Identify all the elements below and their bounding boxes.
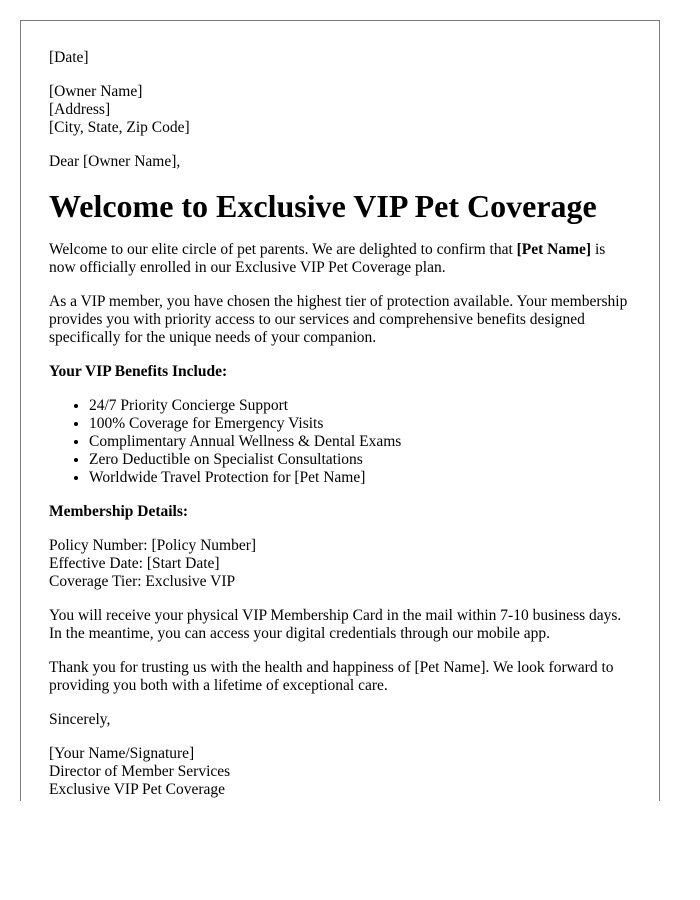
letter-page (20, 20, 660, 801)
details-heading: Membership Details: (49, 503, 189, 520)
coverage-tier: Coverage Tier: Exclusive VIP (49, 573, 236, 590)
city-state-zip: [City, State, Zip Code] (49, 119, 190, 136)
list-item: • Worldwide Travel Protection for [Pet Name] (89, 469, 631, 487)
intro-paragraph (49, 241, 631, 277)
date-line: [Date] (49, 49, 89, 66)
company-name: Exclusive VIP Pet Coverage (49, 781, 226, 798)
benefits-heading: Your VIP Benefits Include: (49, 363, 228, 380)
owner-name: [Owner Name] (49, 83, 143, 100)
card-paragraph: You will receive your physical VIP Membership Card in the mail within 7-10 business days. In the meantime, you can access your digital credentials through our mobile app. (49, 607, 622, 642)
list-item: • 24/7 Priority Concierge Support (89, 397, 631, 415)
list-item: • Complimentary Annual Wellness & Dental Exams (89, 433, 631, 451)
benefits-list (49, 397, 631, 487)
list-item: • 100% Coverage for Emergency Visits (89, 415, 631, 433)
membership-paragraph: As a VIP member, you have chosen the highest tier of protection available. Your membership provides you with priority access to our services and comprehensive benefits designed specifically for the unique needs of your companion. (49, 293, 628, 346)
policy-number: Policy Number: [Policy Number] (49, 537, 257, 554)
pet-name-bold: [Pet Name] (516, 241, 592, 258)
recipient-address-block (49, 83, 631, 137)
thanks-paragraph: Thank you for trusting us with the health and happiness of [Pet Name]. We look forward to providing you both with a lifetime of exceptional care. (49, 659, 614, 694)
closing: Sincerely, (49, 711, 111, 728)
effective-date: Effective Date: [Start Date] (49, 555, 220, 572)
salutation: Dear [Owner Name], (49, 153, 181, 170)
signature-block (49, 745, 631, 799)
signature: [Your Name/Signature] (49, 745, 195, 762)
letter-title: Welcome to Exclusive VIP Pet Coverage (49, 188, 597, 224)
intro-text-start: Welcome to our elite circle of pet parents. We are delighted to confirm that (49, 241, 517, 258)
signer-title: Director of Member Services (49, 763, 231, 780)
membership-details (49, 537, 631, 591)
intro-text-end: is now officially enrolled in our Exclusive VIP Pet Coverage plan. (49, 241, 606, 276)
address-line: [Address] (49, 101, 111, 118)
list-item: • Zero Deductible on Specialist Consultations (89, 451, 631, 469)
